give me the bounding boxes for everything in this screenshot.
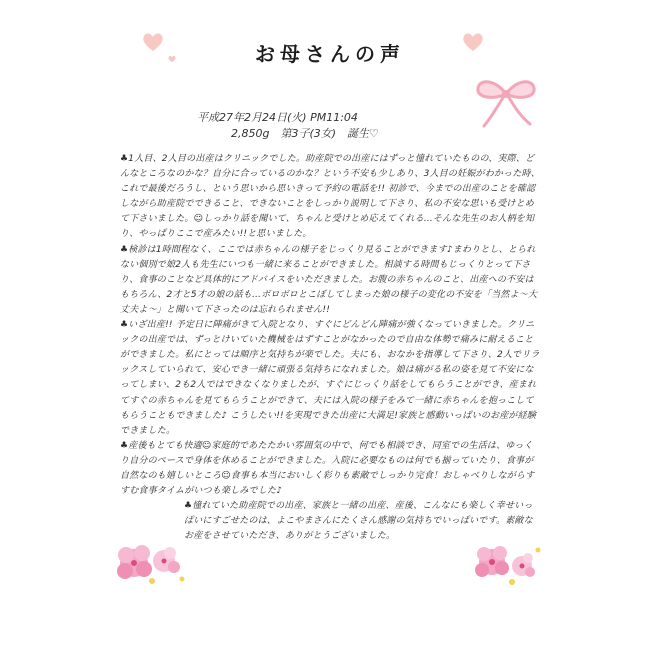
birth-info [197,110,379,142]
paragraph: ♣1人目、2人目の出産はクリニックでした。助産院での出産にはずっと憧れていたものの、実際、どんなところなのかな？自分に合っているのかな？という不安も少しあり、3人目の妊娠がわかった時、これで最後だろうし、という思いから思いきって予約の電話を!! 初診で、今までの出産のことを確認しながら助産院でできること、できないことをしっかり説明して下さり、私の不安な思いも受けとめて下さいました。☺しっかり話を聞いて、ちゃんと受けとめ応えてくれる…そんな先生のお人柄を知り、やっぱりここで産みたい!!と思いました。 [120,154,540,240]
hibiscus-flowers-left-icon [112,535,192,591]
ribbon-bow-icon [470,72,542,132]
letter-body [120,152,540,544]
paragraph: ♣検診は1時間程なく、ここでは赤ちゃんの様子をじっくり見ることができます♪まわりとし、とられない個別で娘2人も先生にいつも一緒に来ることができました。相談する時間もじっくりとって下さり、食事のことなど具体的にアドバイスをいただきました。お腹の赤ちゃんのこと、出産への不安はもちろん、2才と5才の娘の話も…ボロボロとこぼしてしまった娘の様子の変化の不安を「当然よ〜大丈夫よ〜」と聞いて下さったのは忘れられません!! [120,244,538,315]
paragraph: ♣産後もとても快適☺家庭的であたたかい雰囲気の中で、何でも相談でき、同室での生活は、ゆっくり自分のペースで身体を休めることができました。入院に必要なものは何でも揃っていたり、食事が自然なのも嬉しいところ☺食事も本当においしく彩りも素敵でしっかり完食！おしゃべりしながらすすむ食事タイムがいつも楽しみでした♪ [120,440,535,497]
birth-details: 2,850g 第3子(3女) 誕生♡ [231,127,379,140]
closing-paragraph: ♣憧れていた助産院での出産、家族と一緒の出産、産後、こんなにも楽しく幸せいっぱいにすごせたのは、よこやまさんにたくさん感謝の気持ちでいっぱいです。素敵なお産をさせていただき、ありがとうございました。 [184,501,533,542]
hibiscus-flowers-right-icon [468,538,544,590]
birth-date: 平成27年2月24日(火) PM11:04 [197,111,358,124]
page-title: お母さんの声 [255,42,405,66]
paragraph: ♣いざ出産!! 予定日に陣痛がきて入院となり、すぐにどんどん陣痛が強くなっていきました。クリニックの出産では、ずっとけいていた機械をはずすことがなかったので自由な体勢で痛みに耐えることができました。私にとっては順序と気持ちが楽でした。夫にも、おなかを指導して下さり、2人でリラックスしていられて、安心でき一緒に頑張る気持ちになれました。娘は痛がる私の姿を見て不安になってしまい、2も2人ではできなくなりましたが、すぐにじっくり話をしてもらうことができ、産まれてすぐの赤ちゃんを見てもらうことができて、夫には入院の様子をみて一緒に赤ちゃんを抱っこしてもらうこともできました♪ こうしたい!!を実現できた出産に大満足!家族と感動いっぱいのお産が経験できました。 [120,320,540,436]
